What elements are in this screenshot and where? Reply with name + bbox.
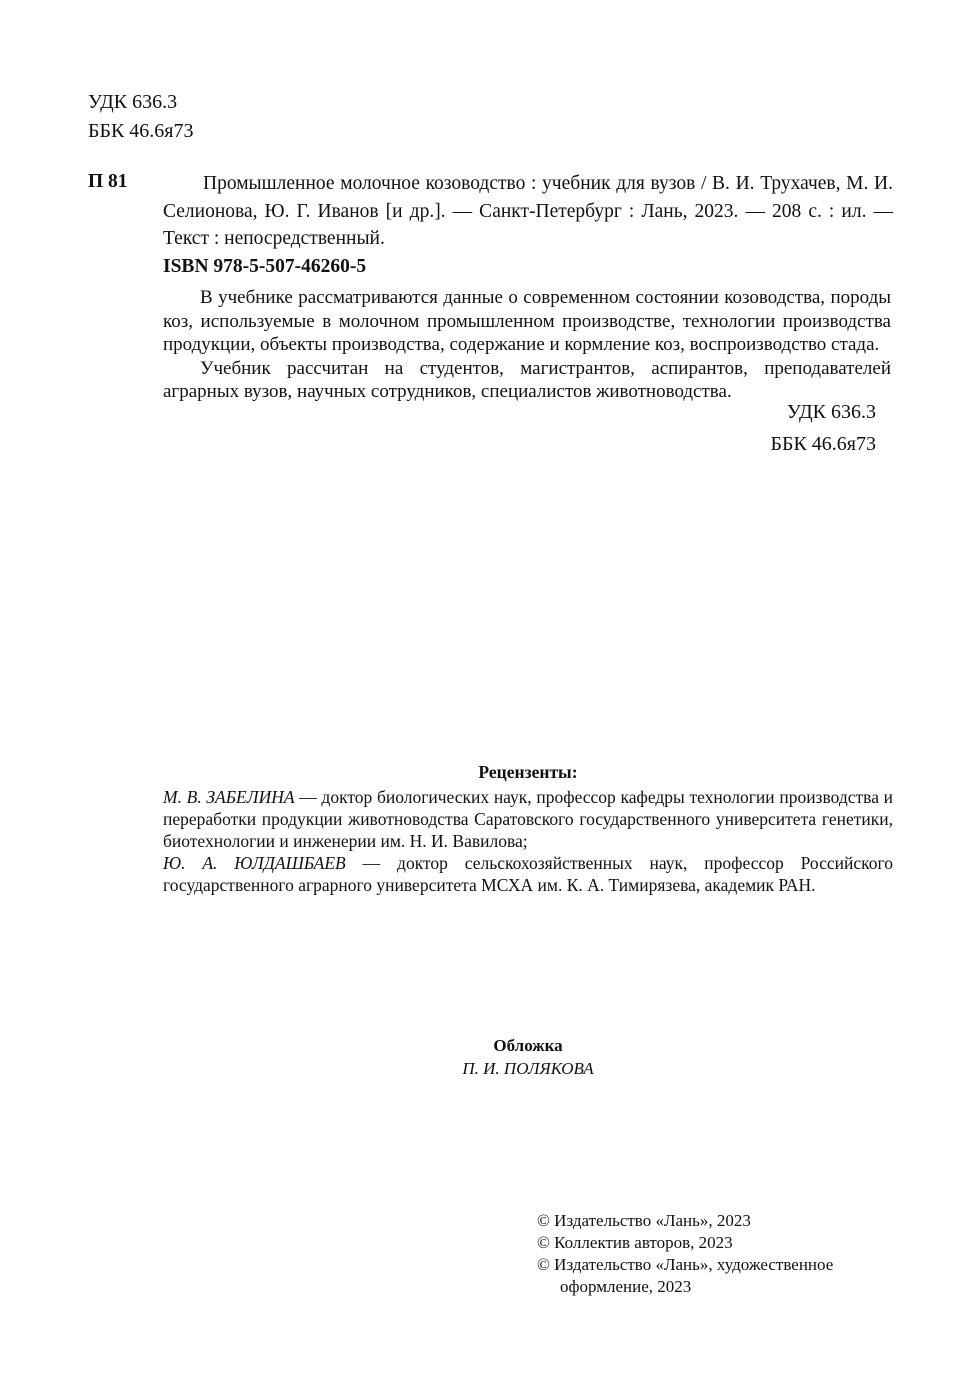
udk-code: УДК 636.3 — [88, 91, 178, 113]
reviewer-entry — [163, 852, 893, 896]
reviewer-name: М. В. ЗАБЕЛИНА — [163, 787, 295, 807]
author-sign: П 81 — [88, 171, 128, 192]
udk-code: УДК 636.3 — [786, 401, 876, 423]
cover-designer-name: П. И. ПОЛЯКОВА — [462, 1059, 594, 1078]
reviewer-entry — [163, 786, 893, 852]
copyright-line: © Издательство «Лань», художественное оформление, 2023 — [537, 1255, 834, 1296]
copyright-block — [537, 1210, 855, 1298]
reviewers-heading: Рецензенты: — [478, 762, 578, 782]
reviewer-name: Ю. А. ЮЛДАШБАЕВ — [163, 853, 346, 873]
annotation-paragraph-2: Учебник рассчитан на студентов, магистрантов, аспирантов, преподавателей аграрных вузов, научных сотрудников, специалистов животноводства. — [163, 357, 891, 402]
cover-credit — [163, 1034, 893, 1080]
bibliographic-record: Промышленное молочное козоводство : учебник для вузов / В. И. Трухачев, М. И. Селионова, Ю. Г. Иванов [и др.]. — Санкт-Петербург : Лань, 2023. — 208 с. : ил. — Текст : непосредственный. — [163, 173, 893, 249]
copyright-line: © Коллектив авторов, 2023 — [537, 1233, 733, 1252]
bbk-code: ББК 46.6я73 — [88, 120, 194, 142]
annotation-paragraph-1: В учебнике рассматриваются данные о современном состоянии козоводства, породы коз, используемые в молочном промышленном производстве, технологии производства продукции, объекты производства, содержание и кормление коз, воспроизводство стада. — [163, 287, 891, 355]
isbn: ISBN 978-5-507-46260-5 — [163, 256, 367, 277]
classification-codes-top — [88, 88, 194, 146]
annotation — [163, 286, 891, 404]
bbk-code: ББК 46.6я73 — [770, 433, 876, 455]
classification-codes-right — [576, 396, 876, 460]
reviewer-description: — доктор сельскохозяйственных наук, профессор Российского государственного аграрного университета МСХА им. К. А. Тимирязева, академик РАН. — [163, 853, 894, 895]
reviewers-list — [163, 786, 893, 896]
cover-heading: Обложка — [493, 1036, 563, 1055]
copyright-line: © Издательство «Лань», 2023 — [537, 1211, 751, 1230]
reviewer-description: — доктор биологических наук, профессор кафедры технологии производства и переработки продукции животноводства Саратовского государственного университета генетики, биотехнологии и инженерии им. Н. И. Вавилова; — [163, 787, 894, 851]
